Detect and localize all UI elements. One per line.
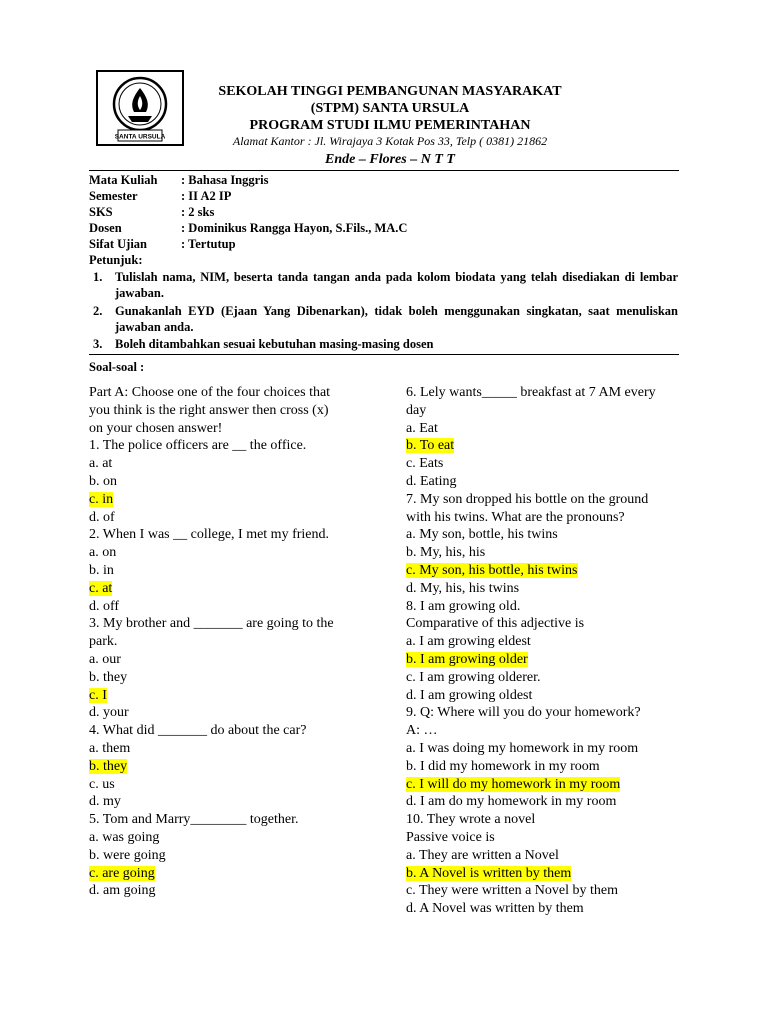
question-line — [89, 740, 334, 758]
line-text: a. at — [89, 456, 113, 472]
question-line — [89, 384, 334, 402]
line-text: b. A Novel is written by them — [406, 865, 572, 881]
question-line — [89, 420, 334, 438]
question-line — [89, 776, 334, 794]
question-line — [89, 793, 334, 811]
question-line — [406, 420, 656, 438]
highlighted-answer-line — [89, 865, 334, 883]
info-key: Semester — [89, 189, 138, 203]
line-text: d. off — [89, 598, 120, 614]
line-text: b. they — [89, 758, 128, 774]
line-text: with his twins. What are the pronouns? — [406, 509, 625, 525]
info-row — [89, 188, 679, 204]
question-line — [89, 829, 334, 847]
line-text: a. I am growing eldest — [406, 634, 531, 650]
question-line — [89, 509, 334, 527]
office-address: Alamat Kantor : Jl. Wirajaya 3 Kotak Pos 33, Telp ( 0381) 21862 — [232, 134, 548, 148]
line-text: 3. My brother and _______ are going to the — [89, 616, 334, 632]
question-line — [89, 473, 334, 491]
question-line — [406, 384, 656, 402]
instruction-item: 1. Tulislah nama, NIM, beserta tanda tangan anda pada kolom biodata yang telah disediakan di lembar jawaban. — [93, 270, 678, 300]
question-line — [406, 544, 656, 562]
highlighted-answer-line — [89, 580, 334, 598]
line-text: b. I did my homework in my room — [406, 758, 600, 774]
program-name: PROGRAM STUDI ILMU PEMERINTAHAN — [249, 118, 531, 133]
line-text: a. Eat — [406, 420, 438, 436]
questions-left-column — [89, 384, 334, 900]
instruction-item: 3. Boleh ditambahkan sesuai kebutuhan masing-masing dosen — [93, 337, 434, 351]
line-text: A: … — [406, 723, 438, 739]
instructions-label: Petunjuk: — [89, 253, 143, 267]
line-text: c. are going — [89, 865, 155, 881]
question-line — [89, 615, 334, 633]
line-text: Comparative of this adjective is — [406, 616, 585, 632]
question-line — [406, 704, 656, 722]
line-text: a. I was doing my homework in my room — [406, 740, 639, 756]
institution-abbrev: (STPM) SANTA URSULA — [310, 101, 470, 116]
line-text: 9. Q: Where will you do your homework? — [406, 705, 641, 721]
question-line — [406, 580, 656, 598]
question-line — [406, 793, 656, 811]
questions-label: Soal-soal : — [89, 360, 145, 374]
info-key: Dosen — [89, 221, 122, 235]
line-text: d. your — [89, 705, 129, 721]
question-line — [89, 598, 334, 616]
question-line — [89, 811, 334, 829]
line-text: c. I — [89, 687, 107, 703]
line-text: a. was going — [89, 829, 160, 845]
city-line: Ende – Flores – N T T — [325, 152, 455, 167]
line-text: on your chosen answer! — [89, 420, 223, 436]
line-text: c. in — [89, 491, 114, 507]
info-row — [89, 236, 679, 252]
question-line — [89, 544, 334, 562]
logo-text: SANTA URSULA — [114, 133, 166, 141]
line-text: c. us — [89, 776, 115, 792]
line-text: a. on — [89, 545, 117, 561]
info-key: SKS — [89, 205, 113, 219]
question-line — [89, 882, 334, 900]
header-divider — [89, 170, 679, 171]
question-line — [406, 811, 656, 829]
question-line — [406, 509, 656, 527]
info-row — [89, 172, 679, 188]
line-text: Part A: Choose one of the four choices that — [89, 385, 331, 400]
line-text: c. Eats — [406, 456, 444, 472]
question-line — [406, 758, 656, 776]
line-text: 4. What did _______ do about the car? — [89, 723, 307, 739]
question-line — [406, 455, 656, 473]
question-line — [406, 526, 656, 544]
highlighted-answer-line — [406, 651, 656, 669]
question-line — [89, 669, 334, 687]
question-line — [406, 633, 656, 651]
question-line — [406, 598, 656, 616]
question-line — [89, 722, 334, 740]
line-text: a. our — [89, 651, 121, 667]
question-line — [406, 900, 656, 918]
question-line — [406, 491, 656, 509]
line-text: b. in — [89, 562, 114, 578]
line-text: d. am going — [89, 883, 156, 899]
line-text: b. were going — [89, 847, 166, 863]
highlighted-answer-line — [406, 437, 656, 455]
line-text: 2. When I was __ college, I met my friend. — [89, 527, 330, 543]
highlighted-answer-line — [406, 865, 656, 883]
institution-name: SEKOLAH TINGGI PEMBANGUNAN MASYARAKAT — [218, 84, 562, 99]
line-text: a. them — [89, 740, 131, 756]
questions-right-column — [406, 384, 656, 918]
line-text: 10. They wrote a novel — [406, 812, 536, 828]
question-line — [89, 633, 334, 651]
line-text: b. To eat — [406, 438, 455, 454]
line-text: b. on — [89, 473, 117, 489]
highlighted-answer-line — [89, 491, 334, 509]
line-text: b. My, his, his — [406, 545, 486, 561]
line-text: 1. The police officers are __ the office. — [89, 438, 307, 454]
highlighted-answer-line — [406, 562, 656, 580]
line-text: you think is the right answer then cross (x) — [89, 402, 329, 418]
line-text: d. I am do my homework in my room — [406, 794, 617, 810]
line-text: day — [406, 402, 427, 418]
info-value: : II A2 IP — [181, 189, 232, 203]
info-key: Mata Kuliah — [89, 173, 158, 187]
question-line — [89, 402, 334, 420]
info-value: : Tertutup — [181, 237, 236, 251]
info-row — [89, 220, 679, 236]
info-value: : Dominikus Rangga Hayon, S.Fils., MA.C — [181, 221, 408, 235]
question-line — [406, 687, 656, 705]
line-text: 8. I am growing old. — [406, 598, 521, 614]
line-text: 7. My son dropped his bottle on the ground — [406, 491, 649, 507]
highlighted-answer-line — [89, 687, 334, 705]
line-text: b. they — [89, 669, 128, 685]
question-line — [89, 847, 334, 865]
question-line — [406, 402, 656, 420]
line-text: c. My son, his bottle, his twins — [406, 562, 578, 578]
highlighted-answer-line — [406, 776, 656, 794]
line-text: c. I am growing olderer. — [406, 669, 541, 685]
question-line — [89, 562, 334, 580]
question-line — [89, 651, 334, 669]
question-line — [406, 473, 656, 491]
question-line — [406, 847, 656, 865]
info-key: Sifat Ujian — [89, 237, 147, 251]
line-text: Passive voice is — [406, 829, 495, 845]
line-text: d. Eating — [406, 473, 457, 489]
info-value: : Bahasa Inggris — [181, 173, 269, 187]
line-text: c. They were written a Novel by them — [406, 883, 619, 899]
line-text: c. at — [89, 580, 113, 596]
question-line — [406, 615, 656, 633]
line-text: d. of — [89, 509, 115, 525]
school-logo — [96, 70, 184, 146]
question-line — [89, 437, 334, 455]
line-text: d. My, his, his twins — [406, 580, 520, 596]
question-line — [406, 669, 656, 687]
line-text: park. — [89, 634, 118, 650]
question-line — [406, 740, 656, 758]
info-value: : 2 sks — [181, 205, 215, 219]
instruction-item: 2. Gunakanlah EYD (Ejaan Yang Dibenarkan), tidak boleh menggunakan singkatan, saat menuliskan jawaban anda. — [93, 304, 678, 334]
line-text: c. I will do my homework in my room — [406, 776, 621, 792]
question-line — [89, 704, 334, 722]
instructions-divider — [89, 354, 679, 355]
line-text: d. A Novel was written by them — [406, 901, 584, 917]
question-line — [406, 829, 656, 847]
line-text: d. I am growing oldest — [406, 687, 533, 703]
question-line — [406, 722, 656, 740]
line-text: b. I am growing older — [406, 651, 528, 667]
highlighted-answer-line — [89, 758, 334, 776]
info-row — [89, 204, 679, 220]
line-text: a. They are written a Novel — [406, 847, 559, 863]
question-line — [89, 526, 334, 544]
question-line — [406, 882, 656, 900]
line-text: a. My son, bottle, his twins — [406, 527, 558, 543]
line-text: d. my — [89, 794, 121, 810]
line-text: 5. Tom and Marry________ together. — [89, 812, 299, 828]
question-line — [89, 455, 334, 473]
line-text: 6. Lely wants_____ breakfast at 7 AM every — [406, 385, 656, 400]
